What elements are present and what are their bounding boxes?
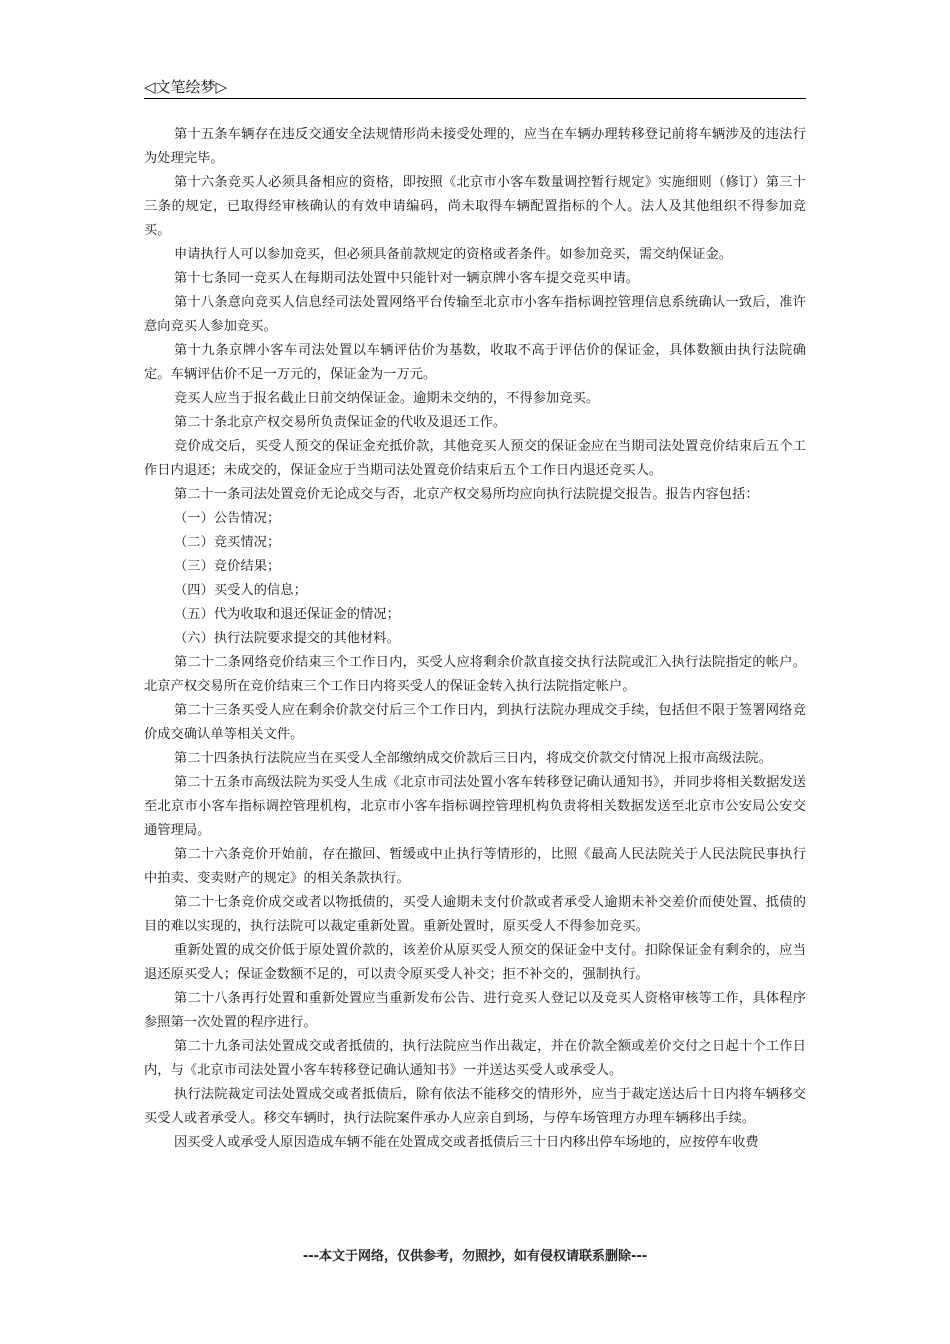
list-item: （三）竞价结果；	[174, 559, 281, 574]
paragraph: 竞买人应当于报名截止日前交纳保证金。逾期未交纳的，不得参加竞买。	[174, 391, 600, 406]
paragraph: 第二十五条市高级法院为买受人生成《北京市司法处置小客车转移登记确认通知书》，并同步将相关数据发送至北京市小客车指标调控管理机构，北京市小客车指标调控管理机构负责将相关数据发送至北京市公安局公安交通管理局。	[144, 775, 806, 838]
paragraph: 第二十三条买受人应在剩余价款交付后三个工作日内，到执行法院办理成交手续，包括但不限于签署网络竞价成交确认单等相关文件。	[144, 703, 806, 742]
paragraph: 第十九条京牌小客车司法处置以车辆评估价为基数，收取不高于评估价的保证金，具体数额由执行法院确定。车辆评估价不足一万元的，保证金为一万元。	[144, 343, 806, 382]
paragraph: 申请执行人可以参加竞买，但必须具备前款规定的资格或者条件。如参加竞买，需交纳保证金。	[174, 247, 733, 262]
list-item: （二）竞买情况；	[174, 535, 281, 550]
list-item: （四）买受人的信息；	[174, 583, 307, 598]
paragraph: 第十七条同一竞买人在每期司法处置中只能针对一辆京牌小客车提交竞买申请。	[174, 271, 640, 286]
header-title: ◁文笔绘梦▷	[144, 78, 228, 96]
paragraph: 第二十八条再行处置和重新处置应当重新发布公告、进行竞买人登记以及竞买人资格审核等工作，具体程序参照第一次处置的程序进行。	[144, 991, 806, 1030]
list-item: （六）执行法院要求提交的其他材料。	[174, 631, 400, 646]
paragraph: 第二十六条竞价开始前，存在撤回、暂缓或中止执行等情形的，比照《最高人民法院关于人民法院民事执行中拍卖、变卖财产的规定》的相关条款执行。	[144, 847, 806, 886]
paragraph: 因买受人或承受人原因造成车辆不能在处置成交或者抵债后三十日内移出停车场地的，应按停车收费	[174, 1135, 759, 1150]
paragraph: 第二十一条司法处置竞价无论成交与否，北京产权交易所均应向执行法院提交报告。报告内容包括：	[174, 487, 759, 502]
list-item: （一）公告情况；	[174, 511, 281, 526]
paragraph: 竞价成交后，买受人预交的保证金充抵价款，其他竞买人预交的保证金应在当期司法处置竞价结束后五个工作日内退还；未成交的，保证金应于当期司法处置竞价结束后五个工作日内退还竞买人。	[144, 439, 806, 478]
paragraph: 第二十条北京产权交易所负责保证金的代收及退还工作。	[174, 415, 507, 430]
paragraph: 第十八条意向竞买人信息经司法处置网络平台传输至北京市小客车指标调控管理信息系统确认一致后，准许意向竞买人参加竞买。	[144, 295, 806, 334]
paragraph: 第十五条车辆存在违反交通安全法规情形尚未接受处理的，应当在车辆办理转移登记前将车辆涉及的违法行为处理完毕。	[144, 127, 806, 166]
page-footer: ---本文于网络，仅供参考，勿照抄，如有侵权请联系删除---	[302, 1249, 648, 1264]
header-divider	[144, 98, 806, 99]
list-item: （五）代为收取和退还保证金的情况；	[174, 607, 400, 622]
document-body	[144, 123, 806, 1155]
paragraph: 第二十四条执行法院应当在买受人全部缴纳成交价款后三日内，将成交价款交付情况上报市高级法院。	[174, 751, 772, 766]
paragraph: 第二十九条司法处置成交或者抵债的，执行法院应当作出裁定，并在价款全额或差价交付之日起十个工作日内，与《北京市司法处置小客车转移登记确认通知书》一并送达买受人或承受人。	[144, 1039, 806, 1078]
paragraph: 第二十七条竞价成交或者以物抵债的，买受人逾期未支付价款或者承受人逾期未补交差价而使处置、抵债的目的难以实现的，执行法院可以裁定重新处置。重新处置时，原买受人不得参加竞买。	[144, 895, 806, 934]
paragraph: 执行法院裁定司法处置成交或者抵债后，除有依法不能移交的情形外，应当于裁定送达后十日内将车辆移交买受人或者承受人。移交车辆时，执行法院案件承办人应亲自到场，与停车场管理方办理车辆移出手续。	[144, 1087, 806, 1126]
paragraph: 重新处置的成交价低于原处置价款的，该差价从原买受人预交的保证金中支付。扣除保证金有剩余的，应当退还原买受人；保证金数额不足的，可以责令原买受人补交；拒不补交的，强制执行。	[144, 943, 806, 982]
paragraph: 第十六条竞买人必须具备相应的资格，即按照《北京市小客车数量调控暂行规定》实施细则（修订）第三十三条的规定，已取得经审核确认的有效申请编码，尚未取得车辆配置指标的个人。法人及其他组织不得参加竞买。	[144, 175, 806, 238]
page-header	[144, 74, 806, 98]
paragraph: 第二十二条网络竞价结束三个工作日内，买受人应将剩余价款直接交执行法院或汇入执行法院指定的帐户。北京产权交易所在竞价结束三个工作日内将买受人的保证金转入执行法院指定帐户。	[144, 655, 806, 694]
